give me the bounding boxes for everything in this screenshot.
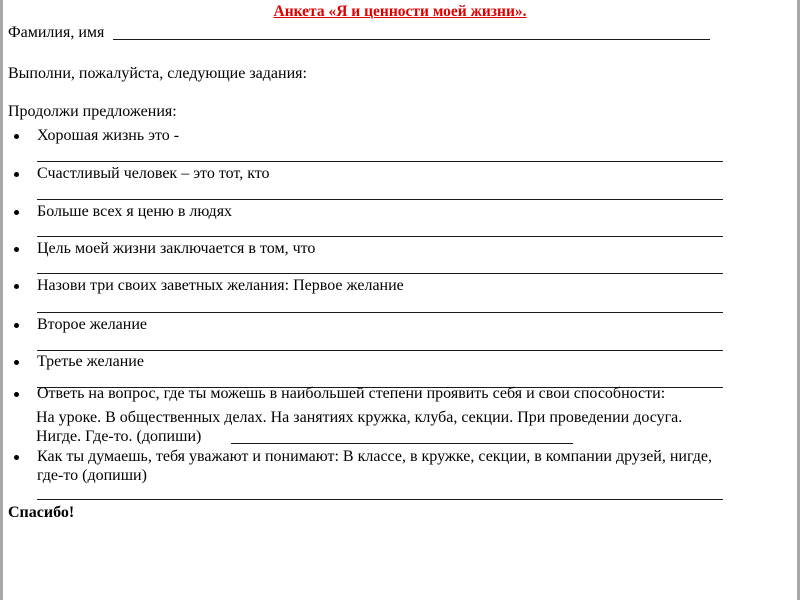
questionnaire-page [3,0,797,600]
name-answer-line[interactable] [113,39,710,40]
item-third-wish: Третье желание [37,353,144,370]
item-value-in-people: Больше всех я ценю в людях [37,203,233,220]
answer-line-value-in-people[interactable] [37,236,723,237]
item-respect-line-2: где-то (допиши) [37,467,147,484]
item-self-realization: Ответь на вопрос, где ты можешь в наибольшей степени проявить себя и свои способности: [37,385,666,402]
bullet-icon [14,172,19,177]
answer-line-options[interactable] [231,443,573,444]
answer-line-good-life[interactable] [37,161,723,162]
answer-line-happy-person[interactable] [37,199,723,200]
bullet-icon [14,392,19,397]
bullet-icon [14,247,19,252]
item-first-wish: Назови три своих заветных желания: Первое желание [37,277,404,294]
answer-line-respect[interactable] [37,499,723,500]
bullet-icon [14,455,19,460]
item-happy-person: Счастливый человек – это тот, кто [37,165,270,182]
item-good-life: Хорошая жизнь это - [37,127,180,144]
bullet-icon [14,323,19,328]
options-line-1: На уроке. В общественных делах. На занятиях кружка, клуба, секции. При проведении досуга. [36,409,683,426]
bullet-icon [14,134,19,139]
questionnaire-title: Анкета «Я и ценности моей жизни». [273,3,527,20]
bullet-icon [14,360,19,365]
continue-heading: Продолжи предложения: [8,103,177,120]
answer-line-second-wish[interactable] [37,350,723,351]
answer-line-first-wish[interactable] [37,312,723,313]
answer-line-life-goal[interactable] [37,273,723,274]
item-second-wish: Второе желание [37,316,148,333]
bullet-icon [14,284,19,289]
name-label: Фамилия, имя [8,24,105,41]
intro-text: Выполни, пожалуйста, следующие задания: [8,65,307,82]
item-respect-line-1: Как ты думаешь, тебя уважают и понимают: В классе, в кружке, секции, в компании друзей, нигде, [37,448,712,465]
thanks-text: Спасибо! [8,504,75,521]
options-line-2: Нигде. Где-то. (допиши) [36,428,202,445]
bullet-icon [14,210,19,215]
item-life-goal: Цель моей жизни заключается в том, что [37,240,316,257]
